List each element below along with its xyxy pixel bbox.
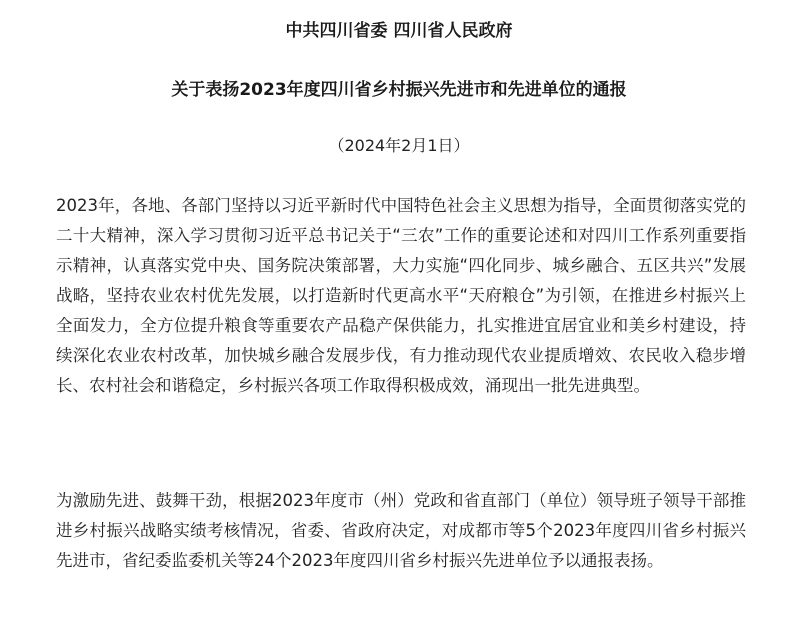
document-title: 关于表扬2023年度四川省乡村振兴先进市和先进单位的通报 <box>171 80 627 100</box>
body-paragraph-1: 2023年，各地、各部门坚持以习近平新时代中国特色社会主义思想为指导，全面贯彻落实党的二十大精神，深入学习贯彻习近平总书记关于“三农”工作的重要论述和对四川工作系列重要指示精神，认真落实党中央、国务院决策部署，大力实施“四化同步、城乡融合、五区共兴”发展战略，坚持农业农村优先发展，以打造新时代更高水平“天府粮仓”为引领，在推进乡村振兴上全面发力，全方位提升粮食等重要农产品稳产保供能力，扎实推进宜居宜业和美乡村建设，持续深化农业农村改革，加快城乡融合发展步伐，有力推动现代农业提质增效、农民收入稳步增长、农村社会和谐稳定，乡村振兴各项工作取得积极成效，涌现出一批先进典型。 <box>56 196 746 395</box>
body-paragraph-2: 为激励先进、鼓舞干劲，根据2023年度市（州）党政和省直部门（单位）领导班子领导干部推进乡村振兴战略实绩考核情况，省委、省政府决定，对成都市等5个2023年度四川省乡村振兴先进市，省纪委监委机关等24个2023年度四川省乡村振兴先进单位予以通报表扬。 <box>56 491 746 570</box>
document-issuer: 中共四川省委 四川省人民政府 <box>285 21 513 41</box>
document-date: （2024年2月1日） <box>328 136 470 155</box>
